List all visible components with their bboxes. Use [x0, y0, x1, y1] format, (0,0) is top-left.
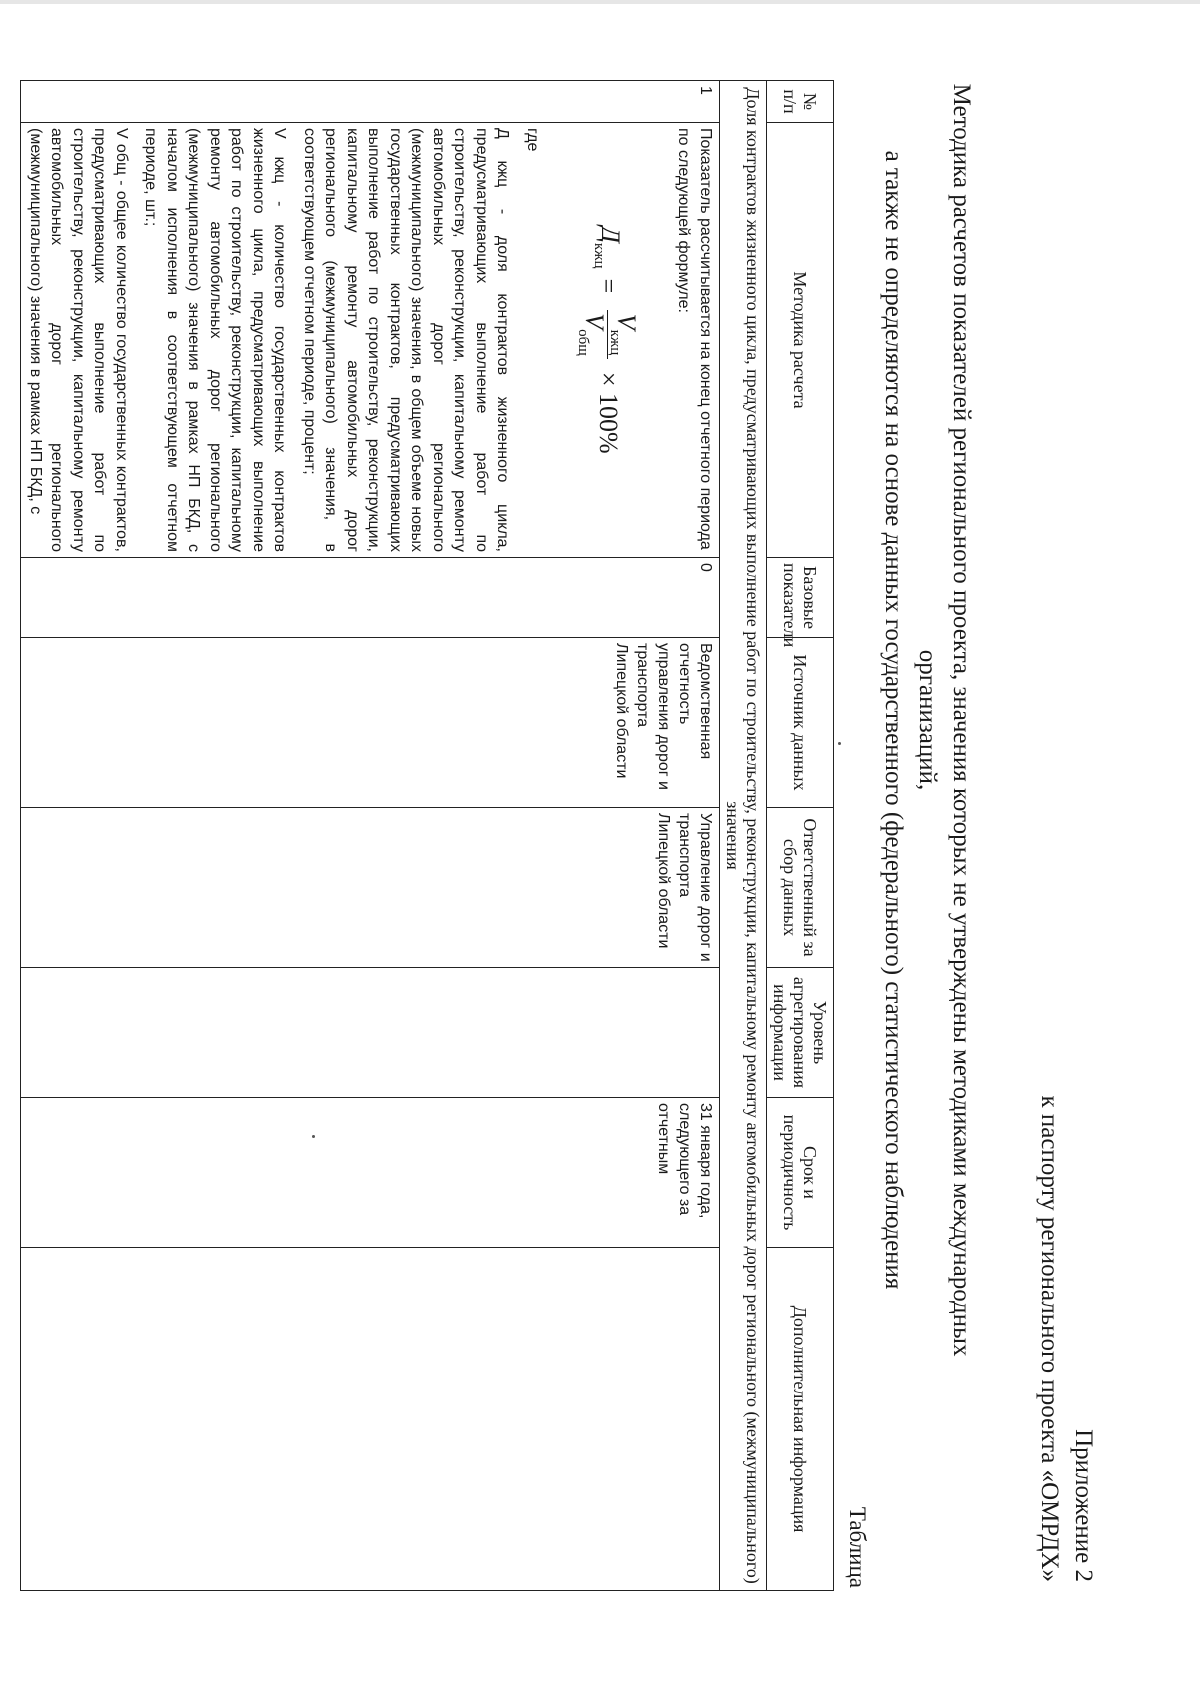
- appendix-line-1: Приложение 2: [1070, 1429, 1097, 1582]
- table-section-row: [720, 81, 767, 1591]
- formula-numerator-symbol: V: [612, 313, 641, 330]
- formula-equals: =: [593, 278, 623, 294]
- column-header-aggregation: Уровень агрегирования информации: [767, 968, 834, 1098]
- data-source-cell: Ведомственная отчетность управления дорог и транспорта Липецкой области: [21, 638, 720, 808]
- row-number: 1: [21, 81, 720, 123]
- method-definition-share: Д кжц - доля контрактов жизненного цикла, предусматривающих выполнение работ по строительству, реконструкции, капитальному ремонту автомобильных дорог регионального (межмуниципального) значения, в общем объеме новых государственных контрактов, предусматривающих выполнение работ по строительству, реконструкции, капитальному ремонту автомобильных дорог регионального (межмуниципального) значения, в соответствующем отчетном периоде, процент;: [301, 128, 512, 552]
- base-value-cell: 0: [21, 558, 720, 638]
- responsible-cell: Управление дорог и транспорта Липецкой области: [21, 808, 720, 968]
- scan-edge: [0, 0, 1200, 4]
- column-header-extra: Дополнительная информация: [767, 1248, 834, 1591]
- method-definition-total-count: V общ - общее количество государственных контрактов, предусматривающих выполнение работ по строительству, реконструкции, капитальному ремонту автомобильных дорог регионального (межмуниципального) значения в рамках НП БКД, с: [27, 128, 130, 552]
- appendix-line-2: к паспорту регионального проекта «ОМРДХ»: [1036, 1095, 1063, 1582]
- table-header-row: [767, 81, 834, 1591]
- column-header-number: № п/п: [767, 81, 834, 123]
- formula-numerator-subscript: кжц: [607, 329, 623, 356]
- column-header-source: Источник данных: [767, 638, 834, 808]
- document-title: [876, 80, 978, 1360]
- document-page: [27, 40, 1130, 1630]
- title-line-1: Методика расчетов показателей регионального проекта, значения которых не утверждены методиками международных организаций,: [914, 83, 975, 1357]
- formula-lhs: [591, 226, 626, 269]
- column-header-base: Базовые показатели: [767, 558, 834, 638]
- section-title: Доля контрактов жизненного цикла, предусматривающих выполнение работ по строительству, реконструкции, капитальному ремонту автомобильных дорог регионального (межмуниципального) значения: [720, 81, 767, 1591]
- deadline-cell: 31 января года, следующего за отчетным: [21, 1098, 720, 1248]
- methodology-table: [21, 80, 835, 1591]
- formula: [543, 128, 673, 552]
- aggregation-cell: [21, 968, 720, 1098]
- formula-lhs-symbol: Д: [596, 226, 626, 243]
- extra-info-cell: [21, 1248, 720, 1591]
- table-row: [21, 81, 720, 1591]
- formula-denominator-symbol: V: [580, 313, 610, 330]
- formula-denominator: [575, 309, 610, 360]
- formula-numerator: [607, 310, 641, 360]
- formula-lhs-subscript: кжц: [591, 242, 608, 269]
- title-line-2: а также не определяются на основе данных государственного (федерального) статистического наблюдения: [880, 150, 907, 1290]
- column-header-responsible: Ответственный за сбор данных: [767, 808, 834, 968]
- method-cell: [21, 123, 720, 558]
- column-header-deadline: Срок и периодичность: [767, 1098, 834, 1248]
- table-label: Таблица: [845, 1506, 870, 1588]
- formula-denominator-subscript: общ: [575, 329, 592, 356]
- formula-multiplier: × 100%: [593, 371, 623, 454]
- formula-fraction: [575, 309, 641, 360]
- column-header-method: Методика расчета: [767, 123, 834, 558]
- method-definition-lifecycle-count: V кжц - количество государственных контрактов жизненного цикла, предусматривающих выполнение работ по строительству, реконструкции, капитальному ремонту автомобильных дорог регионального (межмуниципального) значения в рамках НП БКД, с началом исполнения в соответствующем отчетном периоде, шт.;: [142, 128, 289, 552]
- appendix-note: [1032, 882, 1100, 1582]
- method-intro: Показатель рассчитывается на конец отчетного периода по следующей формуле:: [675, 128, 714, 550]
- method-where: где: [524, 128, 541, 152]
